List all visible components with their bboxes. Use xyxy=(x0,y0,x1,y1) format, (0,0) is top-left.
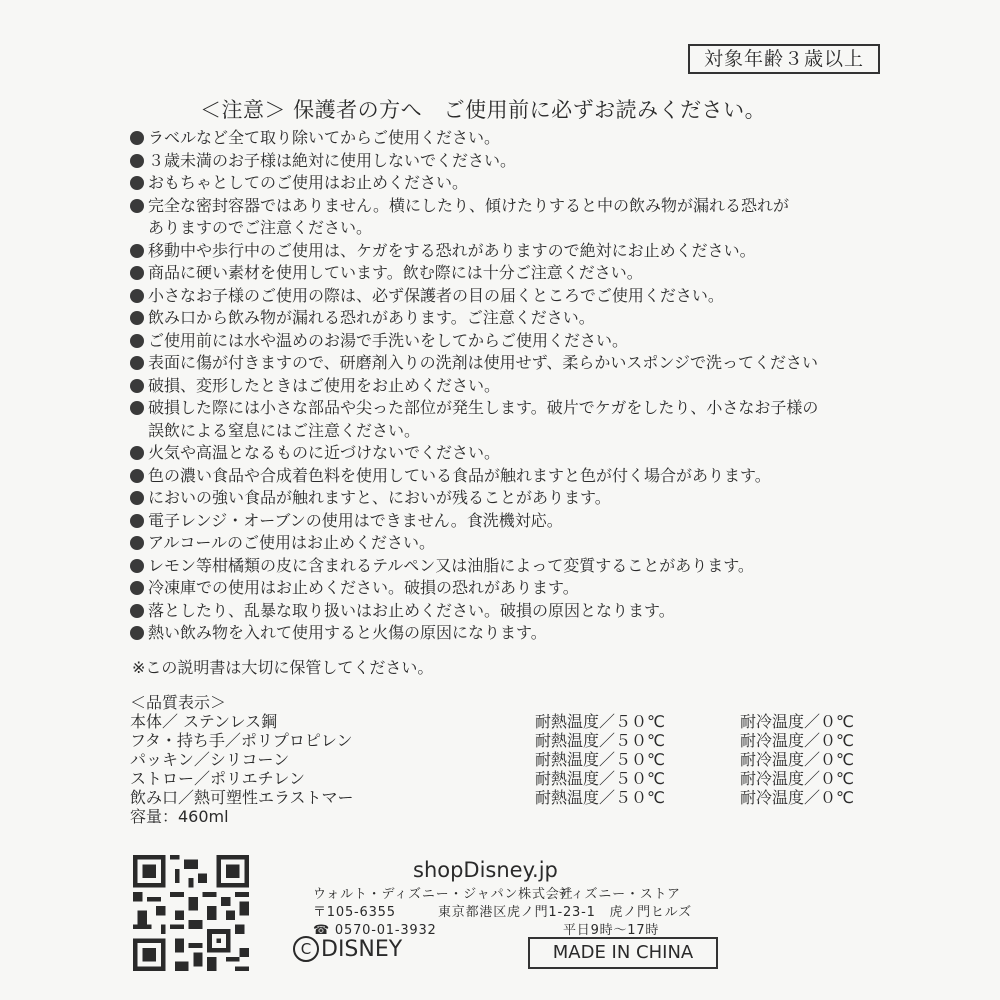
made-in-label: MADE IN CHINA xyxy=(528,937,718,969)
cold-resistance: 耐冷温度／０℃ xyxy=(740,769,854,788)
bullet-icon xyxy=(130,604,144,618)
cold-resistance: 耐冷温度／０℃ xyxy=(740,712,854,731)
caution-text: 完全な密封容器ではありません。横にしたり、傾けたりすると中の飲み物が漏れる恐れが xyxy=(148,195,789,215)
quality-row xyxy=(130,788,890,807)
caution-text: アルコールのご使用はお止めください。 xyxy=(148,533,436,552)
company-name: ウォルト・ディズニー・ジャパン株式会社 xyxy=(313,887,574,902)
cold-resistance: 耐冷温度／０℃ xyxy=(740,750,854,769)
caution-item xyxy=(128,330,908,353)
caution-text: 誤飲による窒息にはご注意ください。 xyxy=(148,420,421,440)
bullet-icon xyxy=(130,446,144,460)
material-text: 飲み口／熱可塑性エラストマー xyxy=(130,788,354,807)
bullet-icon xyxy=(130,514,144,528)
quality-row xyxy=(130,712,890,731)
material-text: ストロー／ポリエチレン xyxy=(130,769,305,788)
caution-item xyxy=(128,442,908,465)
bullet-icon xyxy=(130,131,144,145)
caution-item xyxy=(128,622,908,645)
postal-code: 〒105-6355 xyxy=(313,905,396,920)
copyright-icon: C xyxy=(293,936,319,962)
caution-text: 破損、変形したときはご使用をお止めください。 xyxy=(148,375,501,395)
capacity: 容量：460ml xyxy=(130,807,229,826)
caution-text: 火気や高温となるものに近づけないでください。 xyxy=(148,443,501,462)
caution-text: ご使用前には水や温めのお湯で手洗いをしてからご使用ください。 xyxy=(148,330,629,350)
quality-title: ＜品質表示＞ xyxy=(130,693,227,712)
bullet-icon xyxy=(130,154,144,168)
address: 東京都港区虎ノ門1-23-1 虎ノ門ヒルズ xyxy=(438,905,692,920)
caution-item xyxy=(128,600,908,623)
quality-row xyxy=(130,750,890,769)
caution-text: おもちゃとしてのご使用はお止めください。 xyxy=(148,173,469,192)
caution-item xyxy=(128,465,908,488)
caution-text: 移動中や歩行中のご使用は、ケガをする恐れがありますので絶対にお止めください。 xyxy=(148,240,756,260)
caution-item xyxy=(128,285,908,308)
material-text: フタ・持ち手／ポリプロピレン xyxy=(130,731,353,750)
bullet-icon xyxy=(130,626,144,640)
caution-item xyxy=(128,577,908,600)
caution-item xyxy=(128,352,908,375)
caution-item xyxy=(128,150,908,173)
quality-row xyxy=(130,769,890,788)
shop-url[interactable]: shopDisney.jp xyxy=(413,858,558,882)
caution-item xyxy=(128,510,908,533)
caution-text: ありますのでご注意ください。 xyxy=(148,218,373,237)
bullet-icon xyxy=(130,379,144,393)
cold-resistance: 耐冷温度／０℃ xyxy=(740,788,854,807)
company-info xyxy=(313,886,692,940)
caution-item xyxy=(128,172,908,195)
caution-text: 落としたり、乱暴な取り扱いはお止めください。破損の原因となります。 xyxy=(148,600,675,620)
bullet-icon xyxy=(130,536,144,550)
bullet-icon xyxy=(130,334,144,348)
bullet-icon xyxy=(130,199,144,213)
caution-text: 電子レンジ・オーブンの使用はできません。食洗機対応。 xyxy=(148,510,563,530)
bullet-icon xyxy=(130,491,144,505)
quality-row xyxy=(130,731,890,750)
caution-item xyxy=(128,307,908,330)
caution-list xyxy=(128,127,908,645)
quality-rows xyxy=(130,712,890,807)
caution-text: 小さなお子様のご使用の際は、必ず保護者の目の届くところでご使用ください。 xyxy=(148,285,724,305)
bullet-icon xyxy=(130,559,144,573)
caution-item xyxy=(128,375,908,398)
heat-resistance: 耐熱温度／５０℃ xyxy=(535,788,665,807)
bullet-icon xyxy=(130,311,144,325)
material-text: 本体／ ステンレス鋼 xyxy=(130,712,278,731)
caution-heading: ＜注意＞ 保護者の方へ ご使用前に必ずお読みください。 xyxy=(200,98,767,122)
caution-text: においの強い食品が触れますと、においが残ることがあります。 xyxy=(148,488,611,507)
bullet-icon xyxy=(130,401,144,415)
caution-text: 色の濃い食品や合成着色料を使用している食品が触れますと色が付く場合があります。 xyxy=(148,465,771,485)
heat-resistance: 耐熱温度／５０℃ xyxy=(535,750,665,769)
heat-resistance: 耐熱温度／５０℃ xyxy=(535,731,665,750)
bullet-icon xyxy=(130,266,144,280)
caution-item xyxy=(128,262,908,285)
caution-text: 表面に傷が付きますので、研磨剤入りの洗剤は使用せず、柔らかいスポンジで洗ってください xyxy=(148,353,819,372)
caution-item xyxy=(128,397,908,442)
caution-text: ラベルなど全て取り除いてからご使用ください。 xyxy=(148,128,501,147)
store-name: ディズニー・ストア xyxy=(558,887,681,902)
caution-item xyxy=(128,555,908,578)
copyright xyxy=(293,936,402,962)
caution-text: ３歳未満のお子様は絶対に使用しないでください。 xyxy=(148,150,517,170)
bullet-icon xyxy=(130,581,144,595)
material-text: パッキン／シリコーン xyxy=(130,750,290,769)
caution-text: 熱い飲み物を入れて使用すると火傷の原因になります。 xyxy=(148,623,547,642)
age-label: 対象年齢３歳以上 xyxy=(688,44,880,74)
caution-item xyxy=(128,240,908,263)
cold-resistance: 耐冷温度／０℃ xyxy=(740,731,854,750)
caution-item xyxy=(128,195,908,240)
quality-label-section xyxy=(130,693,890,826)
bullet-icon xyxy=(130,289,144,303)
qr-code[interactable] xyxy=(133,855,249,971)
caution-text: レモン等柑橘類の皮に含まれるテルペン又は油脂によって変質することがあります。 xyxy=(148,555,754,575)
caution-item xyxy=(128,487,908,510)
heat-resistance: 耐熱温度／５０℃ xyxy=(535,769,665,788)
copyright-text: DISNEY xyxy=(321,936,403,962)
caution-text: 飲み口から飲み物が漏れる恐れがあります。ご注意ください。 xyxy=(148,308,595,327)
caution-text: 破損した際には小さな部品や尖った部位が発生します。破片でケガをしたり、小さなお子様の xyxy=(148,398,819,417)
bullet-icon xyxy=(130,176,144,190)
phone-number: ☎ 0570-01-3932 xyxy=(313,923,437,938)
caution-text: 冷凍庫での使用はお止めください。破損の恐れがあります。 xyxy=(148,578,579,597)
business-hours: 平日9時～17時 xyxy=(563,923,660,938)
caution-item xyxy=(128,127,908,150)
bullet-icon xyxy=(130,356,144,370)
bullet-icon xyxy=(130,244,144,258)
bullet-icon xyxy=(130,469,144,483)
heat-resistance: 耐熱温度／５０℃ xyxy=(535,712,665,731)
keep-note: ※この説明書は大切に保管してください。 xyxy=(132,658,434,677)
caution-text: 商品に硬い素材を使用しています。飲む際には十分ご注意ください。 xyxy=(148,263,643,282)
caution-item xyxy=(128,532,908,555)
